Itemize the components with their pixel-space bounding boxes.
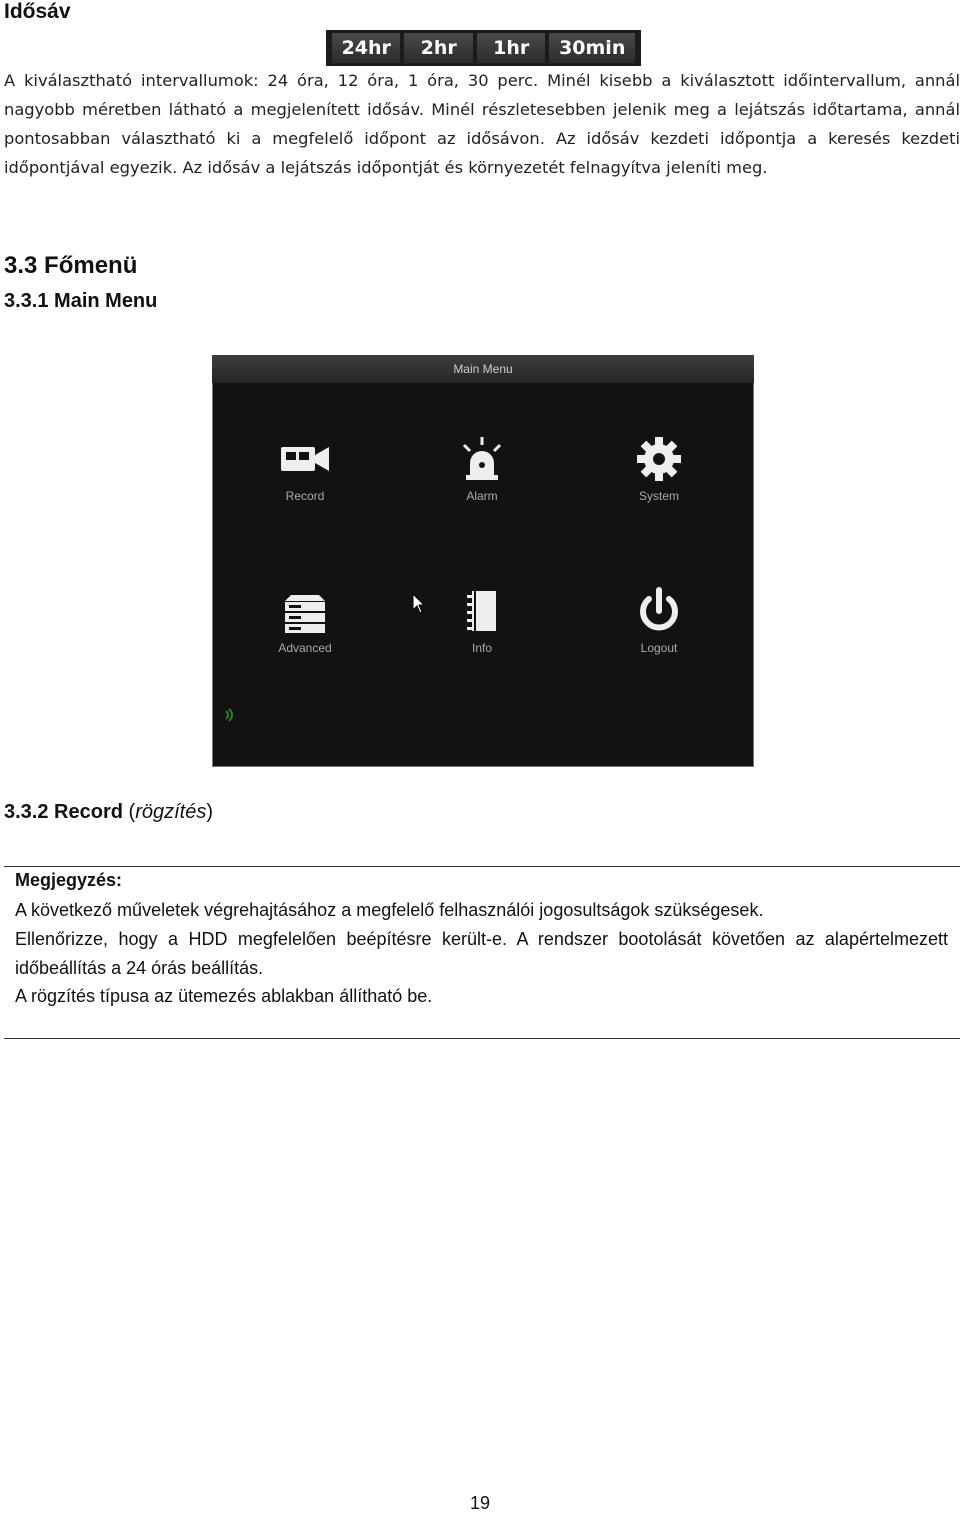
menu-item-alarm[interactable] xyxy=(422,435,542,535)
main-menu-screenshot xyxy=(212,355,754,767)
time-button-30min[interactable]: 30min xyxy=(549,33,635,63)
note-divider-top xyxy=(4,866,960,867)
note-line-1: A következő műveletek végrehajtásához a megfelelő felhasználói jogosultságok szükségesek. xyxy=(15,900,764,920)
menu-item-advanced[interactable] xyxy=(245,587,365,687)
heading-record-hu: rögzítés xyxy=(135,801,207,823)
menu-label-logout: Logout xyxy=(640,641,678,655)
time-range-bar xyxy=(326,30,641,66)
notebook-icon xyxy=(454,587,510,635)
heading-record: 3.3.2 Record (rögzítés) xyxy=(4,801,214,823)
heading-fomenu: 3.3 Főmenü xyxy=(4,252,138,279)
menu-item-info[interactable] xyxy=(422,587,542,687)
alarm-siren-icon xyxy=(454,435,510,483)
note-title: Megjegyzés: xyxy=(15,870,123,890)
menu-label-alarm: Alarm xyxy=(466,489,498,503)
gear-icon xyxy=(631,435,687,483)
menu-label-advanced: Advanced xyxy=(278,641,332,655)
menu-item-logout[interactable] xyxy=(599,587,719,687)
menu-item-record[interactable] xyxy=(245,435,365,535)
mouse-cursor-icon xyxy=(412,593,426,615)
note-divider-bottom xyxy=(4,1038,960,1039)
heading-record-number: 3.3.2 Record xyxy=(4,801,123,823)
heading-main-menu: 3.3.1 Main Menu xyxy=(4,290,158,312)
note-line-2: Ellenőrizze, hogy a HDD megfelelően beépítésre került-e. A rendszer bootolását követően az alapértelmezett időbeállítás a 24 órás beállítás. xyxy=(15,929,948,978)
idosav-paragraph: A kiválasztható intervallumok: 24 óra, 12 óra, 1 óra, 30 perc. Minél kisebb a kiválasztott időintervallum, annál nagyobb méretben látható a megjelenített idősáv. Minél részletesebben jelenik meg a lejátszás időtartama, annál pontosabban választható ki a megfelelő időpont az idősávon. Az idősáv kezdeti időpontja a keresés kezdeti időpontjával egyezik. Az idősáv a lejátszás időpontját és környezetét felnagyítva jeleníti meg. xyxy=(4,71,960,177)
main-menu-title: Main Menu xyxy=(212,355,754,383)
time-button-24hr[interactable]: 24hr xyxy=(332,33,400,63)
time-button-2hr[interactable]: 2hr xyxy=(404,33,472,63)
power-icon xyxy=(631,587,687,635)
page-number: 19 xyxy=(469,1493,491,1513)
note-line-3: A rögzítés típusa az ütemezés ablakban állítható be. xyxy=(15,986,433,1006)
server-rack-icon xyxy=(277,587,333,635)
menu-label-info: Info xyxy=(471,641,492,655)
section-title-idosav: Idősáv xyxy=(4,0,71,23)
camera-icon xyxy=(277,435,333,483)
menu-label-system: System xyxy=(638,489,679,503)
menu-item-system[interactable] xyxy=(599,435,719,535)
time-button-1hr[interactable]: 1hr xyxy=(477,33,545,63)
sound-indicator-icon xyxy=(222,707,238,723)
menu-label-record: Record xyxy=(285,489,325,503)
